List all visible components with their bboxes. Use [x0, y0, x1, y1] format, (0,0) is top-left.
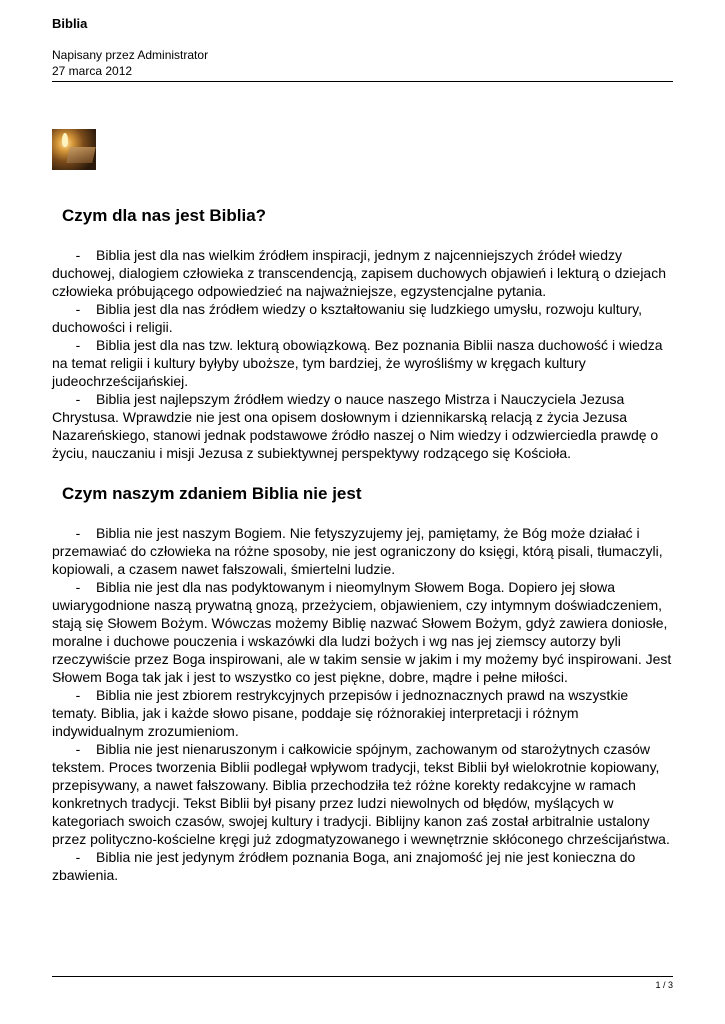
list-item-text: Biblia jest dla nas wielkim źródłem inspiracji, jednym z najcenniejszych źródeł wiedzy duchowej, dialogiem człowieka z transcendencją, zapisem duchowych objawień i lekturą o dziejach człowieka próbującego odpowiedzieć na najważniejsze, egzystencjalne pytania.: [52, 247, 666, 299]
section-heading-what-bible-is: Czym dla nas jest Biblia?: [62, 206, 267, 225]
bullet-dash: -: [75, 337, 81, 353]
bullet-dash: -: [75, 301, 81, 317]
list-item-text: Biblia jest dla nas źródłem wiedzy o kształtowaniu się ludzkiego umysłu, rozwoju kultury, duchowości i religii.: [52, 301, 642, 335]
list-item-text: Biblia jest najlepszym źródłem wiedzy o nauce naszego Mistrza i Nauczyciela Jezusa Chrystusa. Wprawdzie nie jest ona opisem dosłownym i dziennikarską relacją z życia Jezusa Nazareńskiego, stanowi jednak podstawowe źródło naszej o Nim wiedzy i odzwierciedla prawdę o życiu, nauczaniu i misji Jezusa z subiektywnej perspektywy rodzącego się Kościoła.: [52, 391, 659, 461]
bullet-dash: -: [75, 391, 81, 407]
list-item: [52, 740, 673, 848]
list-item-text: Biblia nie jest zbiorem restrykcyjnych przepisów i jednoznacznych prawd na wszystkie tematy. Biblia, jak i każde słowo pisane, poddaje się różnorakiej interpretacji i różnym indywidualnym zrozumieniom.: [52, 687, 629, 739]
header-divider: [52, 81, 673, 82]
section-body-what-bible-is-not: [52, 524, 673, 884]
publish-date: 27 marca 2012: [52, 64, 133, 78]
author-line: Napisany przez Administrator: [52, 48, 209, 62]
list-item-text: Biblia nie jest naszym Bogiem. Nie fetyszyzujemy jej, pamiętamy, że Bóg może działać i przemawiać do człowieka na różne sposoby, nie jest ograniczony do księgi, którą pisali, tłumaczyli, kopiowali, a czasem nawet fałszowali, śmiertelni ludzie.: [52, 525, 663, 577]
list-item-text: Biblia nie jest jedynym źródłem poznania Boga, ani znajomość jej nie jest konieczna do zbawienia.: [52, 849, 636, 883]
bullet-dash: -: [75, 687, 81, 703]
bullet-dash: -: [75, 849, 81, 865]
list-item-text: Biblia nie jest dla nas podyktowanym i nieomylnym Słowem Boga. Dopiero jej słowa uwiarygodnione naszą prywatną gnozą, przeżyciem, objawieniem, czy intymnym doświadczeniem, stają się Słowem Bożym. Wówczas możemy Biblię nazwać Słowem Bożym, gdyż zawiera doniosłe, moralne i duchowe pouczenia i wskazówki dla ludzi bożych i wg nas jej ziemscy autorzy byli rzeczywiście przez Boga inspirowani, ale w takim sensie w jakim i my możemy być inspirowani. Jest Słowem Boga tak jak i jest to wszystko co jest piękne, dobre, mądre i pełne miłości.: [52, 579, 672, 685]
list-item: [52, 300, 673, 336]
list-item: [52, 390, 673, 462]
bullet-dash: -: [75, 525, 81, 541]
bullet-dash: -: [75, 741, 81, 757]
section-body-what-bible-is: [52, 246, 673, 462]
list-item: [52, 336, 673, 390]
page-number: 1 / 3: [655, 980, 673, 990]
list-item-text: Biblia jest dla nas tzw. lekturą obowiązkową. Bez poznania Biblii nasza duchowość i wiedza na temat religii i kultury byłyby uboższe, tym bardziej, że wyrośliśmy w kręgach kultury judeochrześcijańskiej.: [52, 337, 663, 389]
document-title: Biblia: [52, 16, 88, 31]
article-thumbnail-image: [52, 129, 96, 170]
list-item: [52, 848, 673, 884]
open-book-icon: [66, 147, 95, 163]
list-item: [52, 578, 673, 686]
bullet-dash: -: [75, 579, 81, 595]
list-item-text: Biblia nie jest nienaruszonym i całkowicie spójnym, zachowanym od starożytnych czasów tekstem. Proces tworzenia Biblii podlegał wpływom tradycji, tekst Biblii był wielokrotnie kopiowany, przepisywany, a nawet fałszowany. Biblia przechodziła też różne korekty redakcyjne w ramach konkretnych tradycji. Tekst Biblii był pisany przez ludzi niewolnych od błędów, myślących w kategoriach swoich czasów, swojej kultury i tradycji. Biblijny kanon zaś został arbitralnie ustalony przez polityczno-kościelne kręgi już zdogmatyzowanego i wewnętrznie skłóconego chrześcijaństwa.: [52, 741, 670, 847]
bullet-dash: -: [75, 247, 81, 263]
document-meta: [52, 47, 208, 79]
footer-divider: [52, 976, 673, 977]
candle-flame-icon: [62, 133, 68, 147]
section-heading-what-bible-is-not: Czym naszym zdaniem Biblia nie jest: [62, 484, 362, 503]
list-item: [52, 246, 673, 300]
list-item: [52, 686, 673, 740]
list-item: [52, 524, 673, 578]
